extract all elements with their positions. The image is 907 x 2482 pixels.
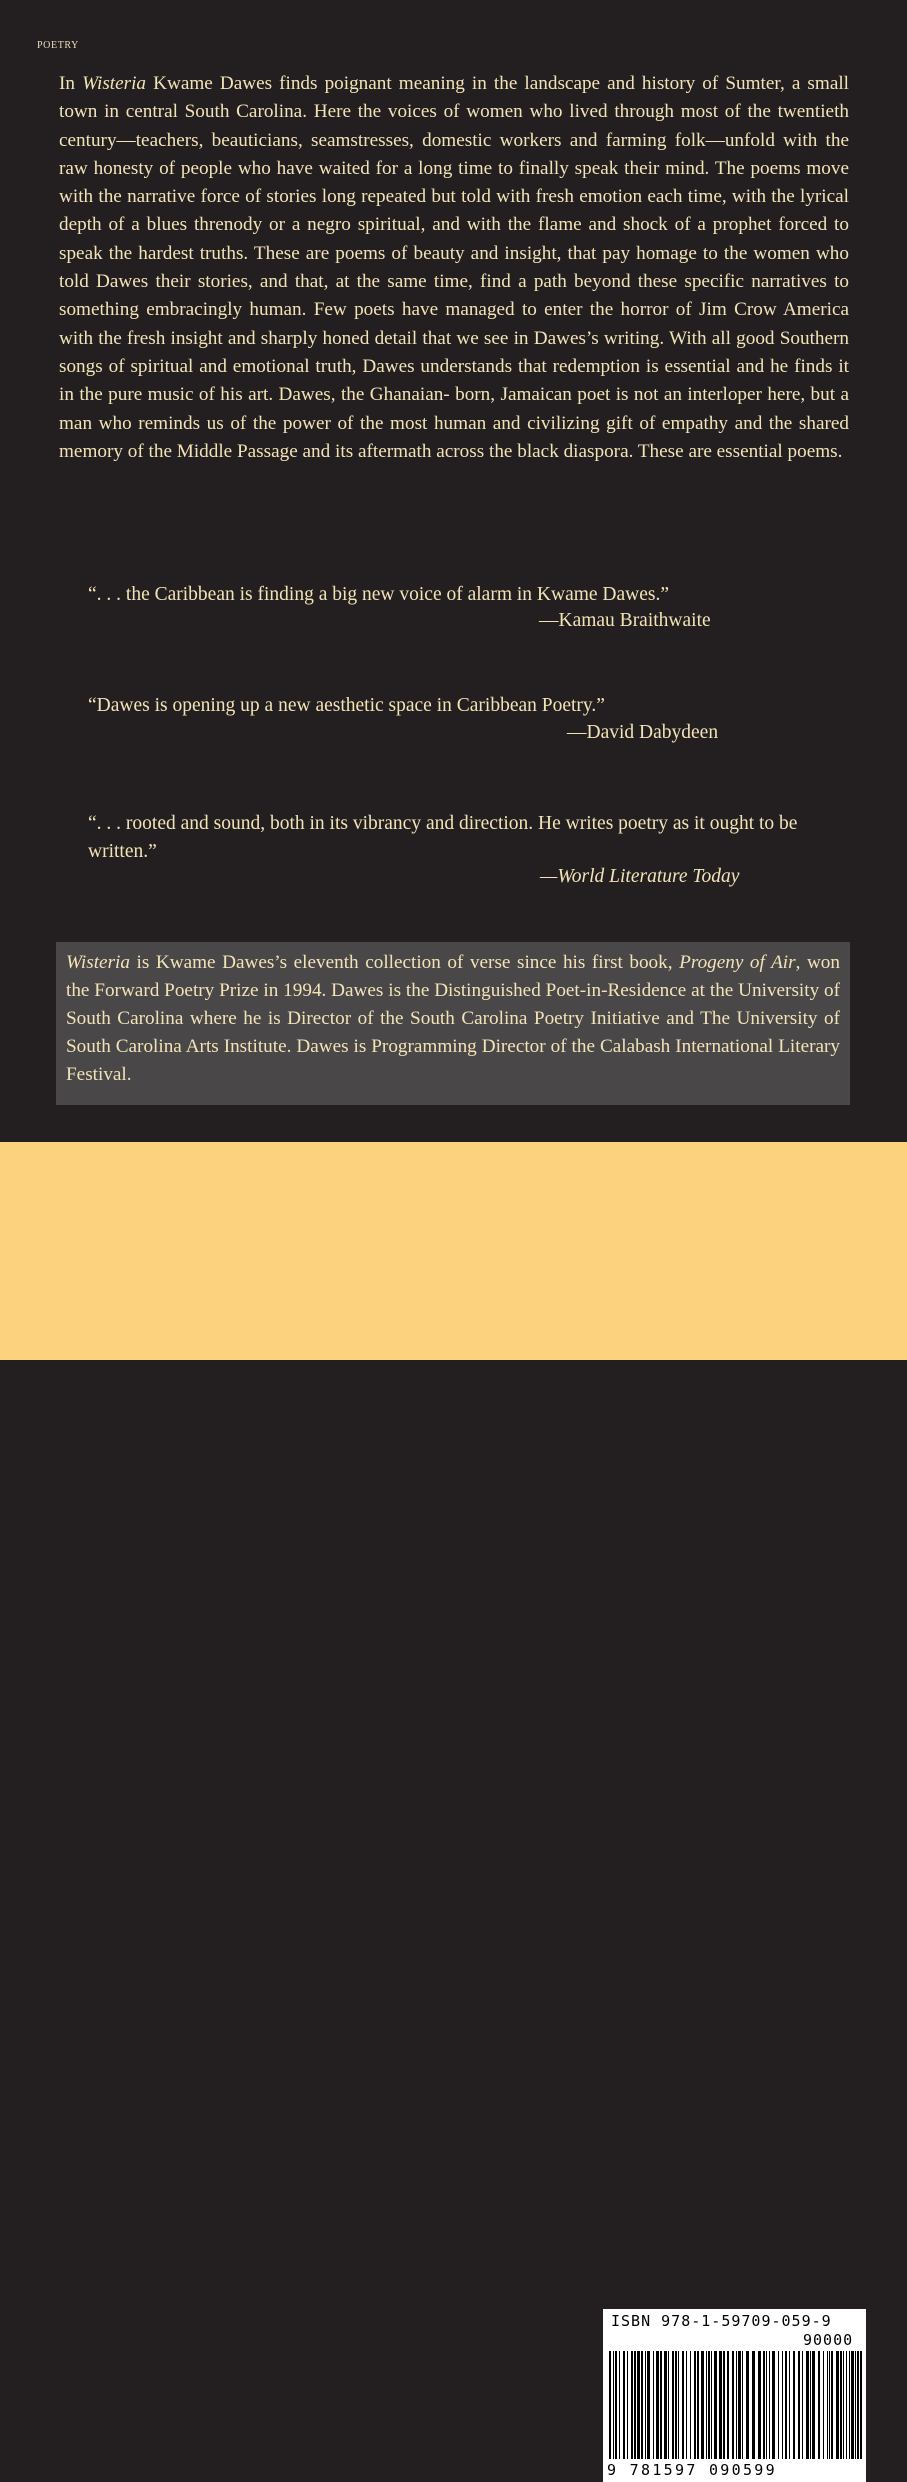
barcode-bar (836, 2351, 839, 2459)
barcode-bar (732, 2351, 734, 2459)
barcode-bar (708, 2351, 710, 2459)
barcode-bar (653, 2351, 654, 2459)
barcode-bar (818, 2351, 820, 2459)
blurb-book-title: Wisteria (82, 73, 147, 94)
barcode-bar (619, 2351, 620, 2459)
price-code: 90000 (803, 2331, 854, 2349)
barcode-bar (647, 2351, 650, 2459)
barcode-bar (827, 2351, 828, 2459)
barcode-bar (746, 2351, 749, 2459)
blurb-text: Kwame Dawes finds poignant meaning in the landscape and history of Sumter, a small town in central South Carolina. Here the voices of women who lived through most of the twentieth century—teachers, beauticians, seamstresses, domestic workers and farming folk—unfold with the raw honesty of people who have waited for a long time to finally speak their mind. The poems move with the narrative force of stories long repeated but told with fresh emotion each time, with the lyrical depth of a blues threnody or a negro spiritual, and with the flame and shock of a prophet forced to speak the hardest truths. These are poems of beauty and insight, that pay homage to the women who told Dawes their stories, and that, at the same time, find a path beyond these specific narratives to something embracingly human. Few poets have managed to enter the horror of Jim Crow America with the fresh insight and sharply honed detail that we see in Dawes’s writing. With all good Southern songs of spiritual and emotional truth, Dawes understands that redemption is essential and he finds it in the pure music of his art. Dawes, the Ghanaian- born, Jamaican poet is not an interloper here, but a man who reminds us of the power of the most human and civilizing gift of empathy and the shared memory of the Middle Passage and its aftermath across the black diaspora. These are essential poems. (59, 73, 850, 462)
barcode-bar (660, 2351, 662, 2459)
category-label: POETRY (37, 40, 79, 51)
barcode-bar (810, 2351, 811, 2459)
barcode-bar (615, 2351, 617, 2459)
barcode-bar (678, 2351, 679, 2459)
barcode-bar (802, 2351, 803, 2459)
barcode-bar (860, 2351, 862, 2459)
description-blurb (59, 70, 849, 466)
barcode-bar (690, 2351, 691, 2459)
barcode-bar (694, 2351, 696, 2459)
barcode-bar (627, 2351, 628, 2459)
barcode-bar (793, 2351, 795, 2459)
bio-book-title: Wisteria (66, 952, 130, 973)
publisher-footer (0, 1142, 907, 2479)
author-bio-box (56, 942, 850, 1105)
barcode-bar (766, 2351, 767, 2459)
barcode-bar (812, 2351, 815, 2459)
quote-2-text: “Dawes is opening up a new aesthetic space in Caribbean Poetry.” (88, 695, 605, 716)
barcode-bar (851, 2351, 854, 2459)
barcode-bar (711, 2351, 712, 2459)
barcode-bar (634, 2351, 636, 2459)
barcode-bar (772, 2351, 775, 2459)
barcode-bar (664, 2351, 667, 2459)
barcode-bar (637, 2351, 640, 2459)
barcode-bar (641, 2351, 643, 2459)
barcode-bar (723, 2351, 725, 2459)
barcode-bar (742, 2351, 743, 2459)
barcode-bar (719, 2351, 722, 2459)
barcode-bar (846, 2351, 847, 2459)
barcode-digits: 9 781597 090599 (607, 2461, 777, 2479)
barcode-box (603, 2309, 866, 2482)
isbn-text: ISBN 978-1-59709-059-9 (611, 2312, 832, 2330)
barcode-bar (855, 2351, 856, 2459)
barcode-bar (857, 2351, 859, 2459)
quote-1-attribution: —Kamau Braithwaite (539, 610, 711, 631)
barcode-bar (706, 2351, 707, 2459)
barcode-bars (607, 2351, 863, 2465)
hen-icon (316, 2342, 368, 2398)
barcode-bar (798, 2351, 800, 2459)
quote-2-attribution: —David Dabydeen (567, 722, 719, 743)
barcode-bar (840, 2351, 842, 2459)
barcode-bar (758, 2351, 761, 2459)
barcode-bar (714, 2351, 717, 2459)
barcode-bar (789, 2351, 790, 2459)
barcode-bar (686, 2351, 687, 2459)
barcode-bar (829, 2351, 830, 2459)
blurb-lead: In (59, 73, 83, 94)
barcode-bar (738, 2351, 741, 2459)
bio-text-1: is Kwame Dawes’s eleventh collection of verse since his first book, (129, 952, 680, 973)
barcode-bar (736, 2351, 737, 2459)
barcode-bar (701, 2351, 704, 2459)
barcode-bar (697, 2351, 699, 2459)
quote-3-attribution: —World Literature Today (540, 866, 740, 887)
barcode-bar (623, 2351, 625, 2459)
barcode-bar (613, 2351, 614, 2459)
barcode-bar (609, 2351, 611, 2459)
barcode-bar (727, 2351, 729, 2459)
quote-3-text: “. . . rooted and sound, both in its vibrancy and direction. He writes poetry as it ought to be written.” (88, 813, 798, 862)
barcode-bar (752, 2351, 755, 2459)
barcode-bar (849, 2351, 850, 2459)
barcode-bar (645, 2351, 646, 2459)
barcode-bar (682, 2351, 684, 2459)
publisher-url: www.redhen.org (410, 2400, 523, 2419)
bio-text-2: , won the Forward Poetry Prize in 1994. Dawes is the Distinguished Poet-in-Residence at the University of South Carolina where he is Director of the South Carolina Poetry Initiative and The University of South Carolina Arts Institute. Dawes is Programming Director of the Calabash International Literary Festival. (66, 952, 840, 1085)
quote-1-text: “. . . the Caribbean is finding a big new voice of alarm in Kwame Dawes.” (88, 584, 670, 605)
barcode-bar (763, 2351, 765, 2459)
barcode-bar (806, 2351, 809, 2459)
barcode-bar (782, 2351, 783, 2459)
barcode-bar (668, 2351, 669, 2459)
barcode-bar (843, 2351, 844, 2459)
barcode-bar (656, 2351, 659, 2459)
publisher-name: Red Hen Press (399, 2355, 529, 2380)
barcode-bar (785, 2351, 787, 2459)
barcode-bar (769, 2351, 770, 2459)
bio-first-book-title: Progeny of Air (679, 952, 796, 973)
barcode-bar (823, 2351, 824, 2459)
barcode-bar (778, 2351, 779, 2459)
dark-panel (0, 0, 907, 1142)
barcode-bar (631, 2351, 633, 2459)
barcode-bar (831, 2351, 833, 2459)
barcode-bar (675, 2351, 677, 2459)
barcode-bar (672, 2351, 674, 2459)
